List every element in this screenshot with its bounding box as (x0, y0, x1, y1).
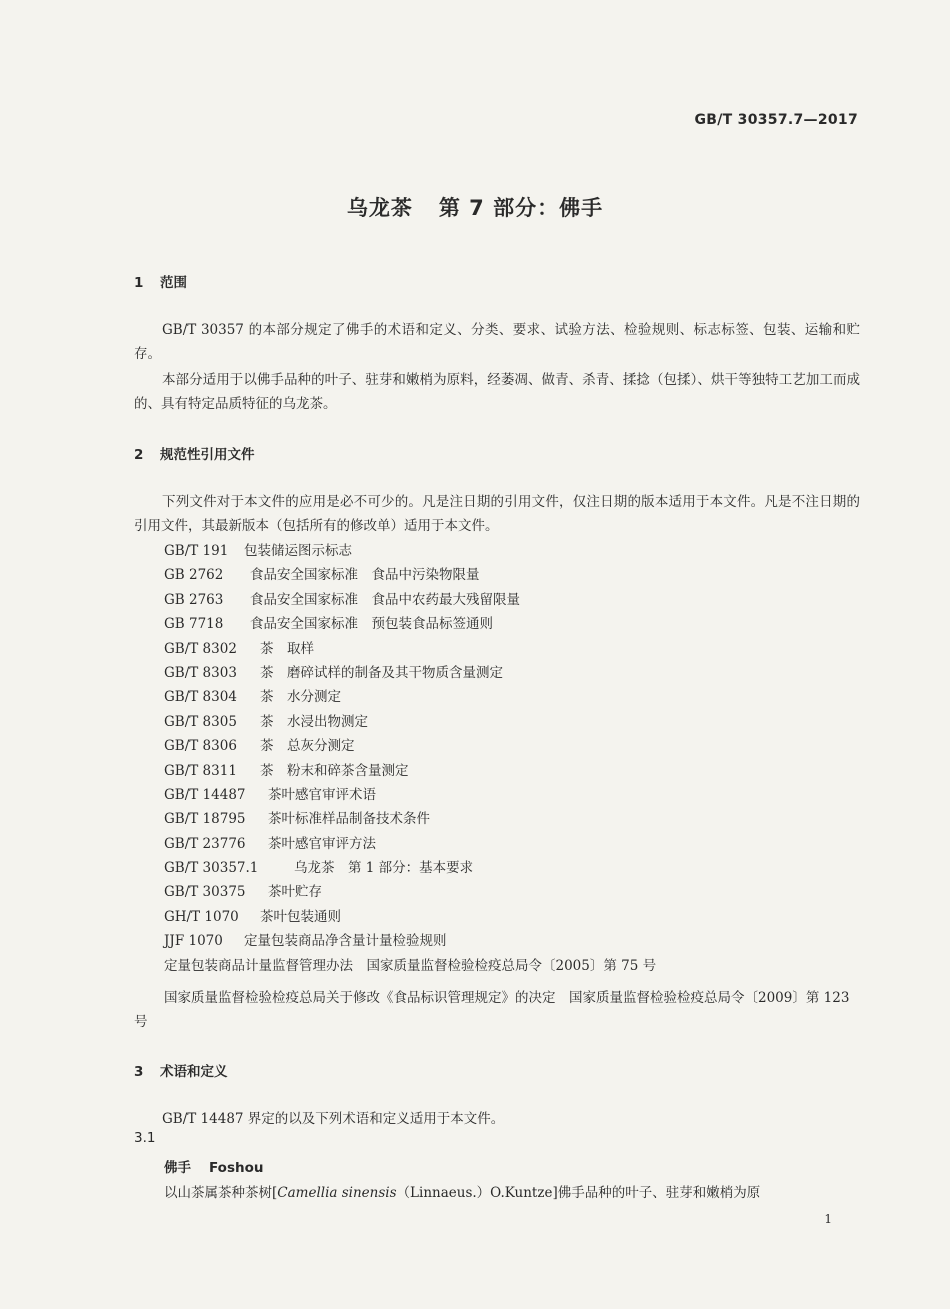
reference-code: GB/T 8304 (164, 689, 237, 706)
reference-title: 茶叶标准样品制备技术条件 (268, 811, 430, 828)
reference-title: 食品安全国家标准 预包装食品标签通则 (250, 616, 493, 633)
reference-item (164, 905, 864, 929)
reference-code: GB/T 8305 (164, 713, 237, 730)
standard-code: GB/T 30357.7—2017 (694, 112, 858, 128)
reference-code: JJF 1070 (164, 933, 223, 950)
reference-item (164, 710, 864, 734)
reference-item (164, 539, 864, 563)
reference-item (164, 856, 864, 880)
reference-item (164, 832, 864, 856)
reference-code: GB/T 8302 (164, 640, 237, 657)
scope-paragraph-2: 本部分适用于以佛手品种的叶子、驻芽和嫩梢为原料，经萎凋、做青、杀青、揉捻（包揉）、烘干等独特工艺加工而成的、具有特定品质特征的乌龙茶。 (134, 372, 860, 412)
scope-paragraph-1: GB/T 30357 的本部分规定了佛手的术语和定义、分类、要求、试验方法、检验规则、标志标签、包装、运输和贮存。 (134, 322, 860, 362)
reference-title: 茶 水分测定 (260, 689, 341, 706)
reference-title: 乌龙茶 第 1 部分：基本要求 (294, 860, 474, 877)
section-number: 3 (134, 1064, 144, 1080)
reference-code: GB/T 18795 (164, 811, 246, 828)
reference-item-measure: 定量包装商品计量监督管理办法 国家质量监督检验检疫总局令〔2005〕第 75 号 (164, 957, 657, 974)
reference-title: 茶叶贮存 (268, 884, 322, 901)
reference-title: 茶 磨碎试样的制备及其干物质含量测定 (260, 664, 503, 681)
reference-code: GB/T 8303 (164, 664, 237, 681)
reference-title: 定量包装商品净含量计量检验规则 (244, 933, 447, 950)
section-2-heading (134, 443, 255, 463)
reference-code: GB/T 8306 (164, 738, 237, 755)
subsection-number: 3.1 (134, 1130, 156, 1146)
section-number: 1 (134, 275, 144, 291)
section-title: 术语和定义 (160, 1064, 228, 1080)
reference-item (164, 588, 864, 612)
section-3-heading (134, 1060, 228, 1080)
reference-code: GB 2763 (164, 591, 224, 608)
term-definition (164, 1181, 864, 1205)
definition-prefix: 以山茶属茶种茶树[ (164, 1185, 278, 1201)
reference-item (164, 929, 864, 953)
reference-title: 茶叶包装通则 (260, 908, 341, 925)
reference-item (164, 880, 864, 904)
reference-item (164, 807, 864, 831)
title-part1: 乌龙茶 (346, 196, 413, 220)
reference-item (164, 637, 864, 661)
reference-item (164, 612, 864, 636)
section-title: 规范性引用文件 (160, 447, 255, 463)
latin-name: Camellia sinensis (277, 1185, 397, 1201)
reference-code: GB 7718 (164, 616, 224, 633)
reference-code: GB/T 23776 (164, 835, 246, 852)
reference-code: GH/T 1070 (164, 908, 239, 925)
term-chinese: 佛手 (164, 1160, 191, 1176)
reference-title: 茶 取样 (260, 640, 314, 657)
reference-code: GB/T 191 (164, 543, 229, 559)
section-1-heading (134, 271, 187, 291)
reference-list (164, 539, 864, 978)
reference-code: GB/T 14487 (164, 786, 246, 803)
reference-item (164, 661, 864, 685)
reference-title: 食品安全国家标准 食品中农药最大残留限量 (250, 591, 520, 608)
section-number: 2 (134, 447, 144, 463)
reference-code: GB/T 30375 (164, 884, 246, 901)
reference-item (164, 759, 864, 783)
title-part2: 第 7 部分：佛手 (438, 196, 604, 220)
reference-item (164, 685, 864, 709)
reference-title: 食品安全国家标准 食品中污染物限量 (250, 567, 480, 584)
normative-intro: 下列文件对于本文件的应用是必不可少的。凡是注日期的引用文件，仅注日期的版本适用于本文件。凡是不注日期的引用文件，其最新版本（包括所有的修改单）适用于本文件。 (134, 494, 860, 534)
reference-title: 包装储运图示标志 (244, 543, 352, 559)
reference-title: 茶叶感官审评方法 (268, 835, 376, 852)
definition-suffix: （Linnaeus.）O.Kuntze]佛手品种的叶子、驻芽和嫩梢为原 (396, 1185, 761, 1201)
reference-title: 茶 总灰分测定 (260, 738, 355, 755)
reference-item (164, 783, 864, 807)
section-title: 范围 (160, 275, 187, 291)
reference-code: GB 2762 (164, 567, 224, 584)
reference-code: GB/T 8311 (164, 762, 237, 779)
reference-code: GB/T 30357.1 (164, 860, 259, 877)
terms-intro: GB/T 14487 界定的以及下列术语和定义适用于本文件。 (162, 1111, 505, 1127)
reference-title: 茶叶感官审评术语 (268, 786, 376, 803)
page-number: 1 (824, 1212, 832, 1226)
reference-title: 茶 粉末和碎茶含量测定 (260, 762, 409, 779)
reference-item (164, 563, 864, 587)
term-entry (164, 1156, 263, 1176)
term-english: Foshou (209, 1160, 264, 1176)
reference-item-decision: 国家质量监督检验检疫总局关于修改《食品标识管理规定》的决定 国家质量监督检验检疫总局令〔2009〕第 123 号 (134, 990, 850, 1030)
reference-title: 茶 水浸出物测定 (260, 713, 368, 730)
reference-item (164, 734, 864, 758)
document-title (0, 192, 950, 222)
